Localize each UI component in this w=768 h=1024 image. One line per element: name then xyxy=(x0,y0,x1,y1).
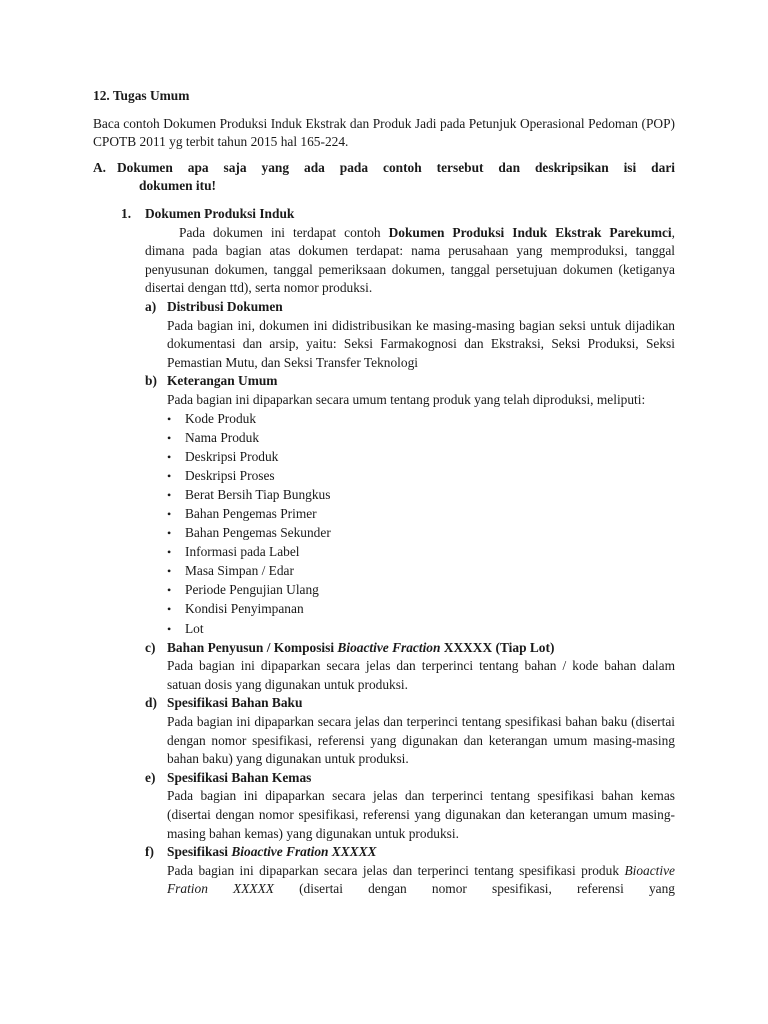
item-d-title xyxy=(145,694,675,713)
question-line-1: Dokumen apa saja yang ada pada contoh tersebut dan deskripsikan isi dari xyxy=(117,159,675,175)
list-item-text: Periode Pengujian Ulang xyxy=(185,582,319,598)
list-item-text: Deskripsi Produk xyxy=(185,448,279,464)
item-f xyxy=(145,843,675,899)
list-item-text: Bahan Pengemas Sekunder xyxy=(185,525,331,541)
item-letter: f) xyxy=(145,844,154,860)
bullet-icon: • xyxy=(167,545,172,560)
item-f-title xyxy=(145,843,675,862)
item-title-suffix: XXXXX (Tiap Lot) xyxy=(440,639,555,655)
item-a-title xyxy=(145,298,675,317)
question-line-2: dokumen itu! xyxy=(139,178,217,194)
item-e-body: Pada bagian ini dipaparkan secara jelas dan terperinci tentang spesifikasi bahan kemas (disertai dengan nomor spesifikasi, referensi yang digunakan dan keterangan umum masing-masing bahan kemas) yang digunakan untuk produksi. xyxy=(167,788,675,841)
item-c-body: Pada bagian ini dipaparkan secara jelas dan terperinci tentang bahan / kode bahan dalam satuan dosis yang digunakan untuk produksi. xyxy=(167,658,675,692)
item-b-title xyxy=(145,372,675,391)
list-item-text: Informasi pada Label xyxy=(185,544,300,560)
bullet-icon: • xyxy=(167,602,172,617)
body-italic-text: Bioactive Fration XXXXX xyxy=(167,862,675,897)
bullet-icon: • xyxy=(167,430,172,445)
list-item-text: Deskripsi Proses xyxy=(185,467,275,483)
bullet-icon: • xyxy=(167,564,172,579)
bullet-icon: • xyxy=(167,411,172,426)
item-f-body xyxy=(167,862,675,899)
body-bold-text: Dokumen Produksi Induk Ekstrak Parekumci xyxy=(388,224,672,240)
item-title-text: Bahan Penyusun / Komposisi xyxy=(167,639,338,655)
section-1-body xyxy=(145,224,675,298)
item-letter: c) xyxy=(145,639,156,655)
list-item xyxy=(167,410,675,429)
list-item-text: Masa Simpan / Edar xyxy=(185,563,294,579)
body-text-cont: (disertai dengan nomor spesifikasi, referensi yang xyxy=(273,881,675,897)
item-letter: e) xyxy=(145,769,156,785)
bullet-icon: • xyxy=(167,468,172,483)
body-text: Pada bagian ini dipaparkan secara jelas dan terperinci tentang spesifikasi produk xyxy=(167,862,625,878)
item-e xyxy=(145,769,675,843)
bullet-icon: • xyxy=(167,449,172,464)
list-item xyxy=(167,600,675,619)
list-item-text: Lot xyxy=(185,620,204,636)
item-b xyxy=(145,372,675,638)
list-item-text: Berat Bersih Tiap Bungkus xyxy=(185,486,331,502)
list-item xyxy=(167,524,675,543)
intro-paragraph: Baca contoh Dokumen Produksi Induk Ekstrak dan Produk Jadi pada Petunjuk Operasional Pedoman (POP) CPOTB 2011 yg terbit tahun 2015 hal 165-224. xyxy=(93,115,675,150)
item-title-text: Distribusi Dokumen xyxy=(167,298,283,314)
question-letter: A. xyxy=(93,159,107,175)
list-item xyxy=(167,562,675,581)
item-c-title xyxy=(145,639,675,658)
document-page xyxy=(93,87,675,899)
body-text-cont: , dimana pada bagian atas dokumen terdapat: nama perusahaan yang memproduksi, tanggal penyusunan dokumen, tanggal pemeriksaan dokumen, tanggal persetujuan dokumen (ketiganya disertai dengan ttd), serta nomor produksi. xyxy=(145,224,675,296)
item-letter: d) xyxy=(145,695,157,711)
item-title-text: Keterangan Umum xyxy=(167,373,278,389)
list-item xyxy=(167,486,675,505)
list-item xyxy=(167,543,675,562)
item-title-text: Spesifikasi Bahan Kemas xyxy=(167,769,312,785)
section-1 xyxy=(121,205,675,899)
item-letter: b) xyxy=(145,373,157,389)
body-text: Pada dokumen ini terdapat contoh xyxy=(179,224,389,240)
item-d-body: Pada bagian ini dipaparkan secara jelas dan terperinci tentang spesifikasi bahan baku (disertai dengan nomor spesifikasi, referensi yang digunakan dan keterangan umum masing-masing bahan baku) yang digunakan untuk produksi. xyxy=(167,714,675,767)
bullet-icon: • xyxy=(167,621,172,636)
bullet-list xyxy=(167,410,675,639)
item-a xyxy=(145,298,675,372)
list-item-text: Kode Produk xyxy=(185,410,257,426)
list-item xyxy=(167,505,675,524)
list-item xyxy=(167,620,675,639)
list-item-text: Bahan Pengemas Primer xyxy=(185,505,317,521)
bullet-icon: • xyxy=(167,583,172,598)
section-number: 1. xyxy=(121,205,132,221)
bullet-icon: • xyxy=(167,506,172,521)
item-d xyxy=(145,694,675,768)
item-title-text: Spesifikasi xyxy=(167,844,232,860)
item-c xyxy=(145,639,675,695)
item-letter: a) xyxy=(145,298,157,314)
page-title: 12. Tugas Umum xyxy=(93,88,190,103)
item-title-italic: Bioactive Fration XXXXX xyxy=(231,844,377,860)
list-item xyxy=(167,448,675,467)
section-1-title xyxy=(121,205,675,224)
section-title-text: Dokumen Produksi Induk xyxy=(145,205,295,221)
list-item-text: Nama Produk xyxy=(185,429,260,445)
item-a-body: Pada bagian ini, dokumen ini didistribusikan ke masing-masing bagian seksi untuk dijadikan dokumentasi dan arsip, yaitu: Seksi Farmakognosi dan Ekstraksi, Seksi Produksi, Seksi Pemastian Mutu, dan Seksi Transfer Teknologi xyxy=(167,317,675,370)
item-title-text: Spesifikasi Bahan Baku xyxy=(167,695,303,711)
bullet-icon: • xyxy=(167,487,172,502)
list-item xyxy=(167,581,675,600)
list-item-text: Kondisi Penyimpanan xyxy=(185,601,304,617)
list-item xyxy=(167,429,675,448)
item-title-italic: Bioactive Fraction xyxy=(337,639,441,655)
question-a xyxy=(93,159,675,178)
list-item xyxy=(167,467,675,486)
item-b-body: Pada bagian ini dipaparkan secara umum tentang produk yang telah diproduksi, meliputi: xyxy=(167,391,646,407)
bullet-icon: • xyxy=(167,526,172,541)
item-e-title xyxy=(145,769,675,788)
